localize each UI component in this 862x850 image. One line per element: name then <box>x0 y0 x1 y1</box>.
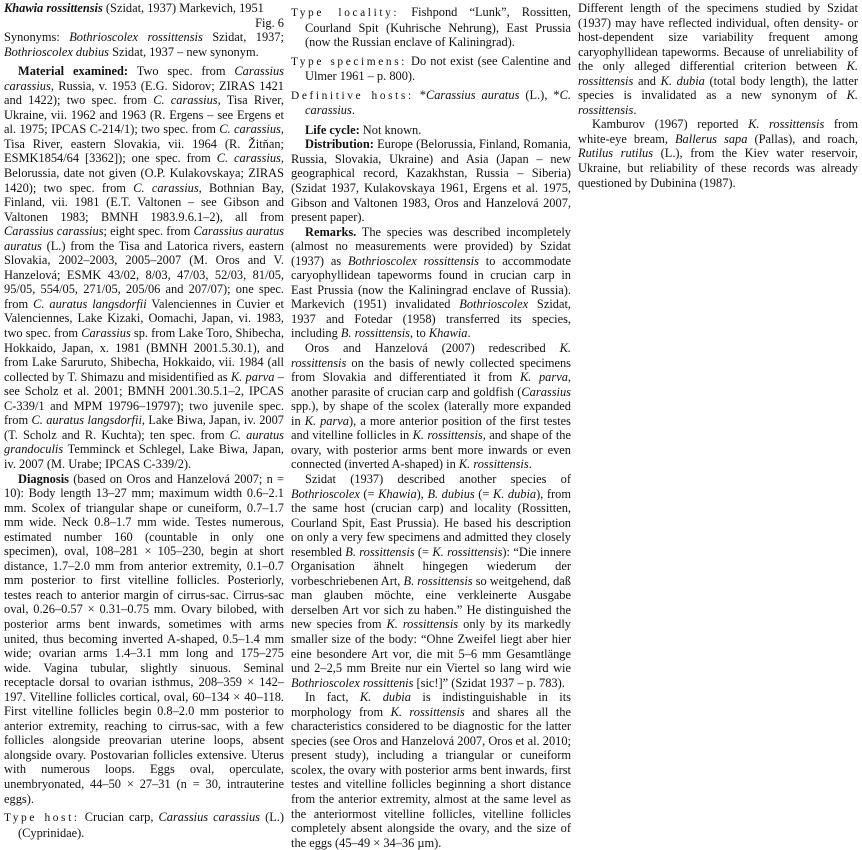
text-run: (based on Oros and Hanzelová 2007; n = 10): Body length 13–27 mm; maximum width 0.6–2.1 mm. Scolex of triangular shape or cuneiform, 0.7–1.7 mm wide. Neck 0.8–1.7 mm wide. Testes numerous, estimated number 160 (countable in only one specimen), oval, 108–281 × 105–230, begin at short distance, 1.7–2.0 mm from anterior extremity, 0.1–0.7 mm posterior to first vitelline follicles. Posteriorly, testes reach to anterior margin of cirrus-sac. Cirrus-sac oval, 0.26–0.57 × 0.31–0.75 mm. Ovary bilobed, with posterior arms bent inwards, sometimes with arms united, thus becoming inverted A-shaped, 0.5–1.4 mm wide; ovarian arms 1.4–3.1 mm long and 175–275 wide. Vagina tubular, slightly sinuous. Seminal receptacle dorsal to ovarian isthmus, 208–359 × 142–197. Vitelline follicles cortical, oval, 60–134 × 40–118. First vitelline follicles begin 0.8–2.0 mm posterior to anterior extremity, reaching to cirrus-sac, with a few follicles alongside preovarian uterine loops, absent alongside ovary. Postovarian follicles extensive. Uterus with numerous loops. Eggs oval, operculate, unembryonated, 44–50 × 27–31 (n = 30, intrauterine eggs). <box>4 471 284 806</box>
text-run: Different length of the specimens studied by Szidat (1937) may have reflected individual, often density- or host-dependent size variability frequent among caryophyllidean tapeworms. Because of unreliability of the only alleged differential criterion between <box>578 1 858 74</box>
italic-text: Khawia <box>428 326 468 341</box>
text-run: , another parasite of crucian carp and goldfish ( <box>291 370 572 399</box>
text-run: , Tisa River, Ukraine, vii. 1962 and 1963 (R. Ergens – see Ergens et al. 1975; IPCAS C-214/1); two spec. from <box>4 93 284 137</box>
column-1 <box>4 1 284 840</box>
italic-text: K. rossittensis <box>412 428 483 443</box>
text-run: Crucian carp, <box>79 810 159 825</box>
text-run: . <box>467 326 471 341</box>
italic-text: Carassius <box>81 326 131 341</box>
text-run: only by its markedly smaller size of the body: “Ohne Zweifel liegt aber hier eine besondere Art vor, die mit 5–6 mm Gesamtlänge und 2–2,5 mm Breite nur ein Viertel so lang wird wie <box>291 617 571 676</box>
text-run: ), a more anterior position of the first testes and vitelline follicles in <box>291 413 571 443</box>
italic-text: K. dubia <box>359 690 411 705</box>
column-2 <box>291 1 571 850</box>
text-run: Szidat, 1937; <box>202 30 284 45</box>
text-run: – see Scholz et al. 2001; BMNH 2001.30.5.1–2, IPCAS C-339/1 and MPM 19796–19797); two juvenile spec. from <box>4 369 285 428</box>
paragraph <box>291 54 571 84</box>
spaced-label: Type host: <box>4 812 80 825</box>
italic-text: C. carassius <box>305 87 571 118</box>
spaced-label: Definitive hosts: <box>291 89 414 102</box>
paragraph <box>291 341 571 472</box>
text-run: Not known. <box>359 122 422 137</box>
column-3 <box>578 1 858 190</box>
italic-text: Carassius auratus auratus <box>4 224 285 253</box>
italic-text: K. dubia <box>492 486 537 501</box>
italic-text: Carassius carassius <box>4 224 104 239</box>
italic-text: K. rossittensis <box>386 617 459 632</box>
italic-text: K. rossittensis <box>291 341 571 370</box>
text-run: ): “Die innere Organisation ähnelt hingegen wiederum der vorbeschriebenen Art, <box>291 544 572 588</box>
italic-text: Carassius carassius <box>158 810 260 825</box>
text-run: . <box>351 103 355 118</box>
paragraph <box>4 64 284 471</box>
text-run: , to <box>409 326 429 341</box>
text-run: Synonyms: <box>4 30 70 45</box>
text-run: [sic!]” (Szidat 1937 – p. 783). <box>413 675 565 690</box>
italic-text: C. carassius <box>153 93 218 108</box>
bold-heading: Life cycle: <box>305 122 360 137</box>
text-run: (L.), from the Kiev water reservoir, Ukraine, but reliability of these records was already questioned by Dubinina (1987). <box>578 146 859 190</box>
text-run: , Belorussia, date not given (O.P. Kulakovskaya; ZIRAS 1420); two spec. from <box>4 151 284 195</box>
italic-text: C. carassius <box>133 180 199 195</box>
paragraph <box>578 117 858 190</box>
text-run: , Bothnian Bay, Finland, vii. 1981 (E.T. Valtonen – see Gibson and Valtonen 1983; BMNH 1983.9.6.1–2), all from <box>4 180 284 224</box>
text-run: ), from the same host (crucian carp) and locality (Rossitten, Courland Spit, East Prussia). He based his description on only a very few specimens and admitted they closely resembled <box>291 486 571 559</box>
bold-heading: Remarks. <box>305 224 357 239</box>
paragraph <box>4 810 284 840</box>
italic-text: B. rossittensis <box>345 544 415 559</box>
italic-text: K. rossittensis <box>458 457 529 472</box>
italic-text: Carassius auratus <box>425 87 520 102</box>
text-run: spp.), by shape of the scolex (laterally more expanded in <box>291 399 571 428</box>
text-run: In fact, <box>305 690 360 705</box>
text-run: Szidat, 1937 – new synonym. <box>108 44 259 59</box>
text-run: Two spec. from <box>128 64 235 79</box>
paragraph <box>4 1 284 16</box>
text-run: Fishpond “Lunk”, Rossitten, Courland Spit (Kuhrische Nehrung), East Prussia (now the Russian enclave of Kaliningrad). <box>305 5 572 50</box>
italic-text: Bothrioscolex rossittensis <box>347 253 479 268</box>
species-title: Khawia rossittensis <box>4 1 103 15</box>
text-run: (L.) from the Tisa and Latorica rivers, eastern Slovakia, 2002–2003, 2005–2007 (M. Oros and V. Hanzelová; ESMK 43/02, 8/03, 47/03, 52/03, 81/05, 95/05, 554/05, 271/05, 205/06 and 207/07); one spec. from <box>4 238 284 311</box>
italic-text: B. dubius <box>427 486 475 501</box>
text-run: * <box>413 87 426 102</box>
paragraph <box>291 123 571 138</box>
text-run: , Tisa River, eastern Slovakia, vii. 1964 (R. Žitňan; ESMK1854/64 [3362]); one spec. from <box>4 122 284 166</box>
text-run: so weitgehend, daß man glauben möchte, eine verkleinerte Ausgabe derselben Art vor sich zu haben.” He distinguished the new species from <box>291 573 572 632</box>
text-run: Fig. 6 <box>255 15 284 30</box>
text-run: (L.) (Cyprinidae). <box>18 810 285 840</box>
bold-heading: Diagnosis <box>18 471 69 486</box>
italic-text: K. rossittensis <box>748 117 825 132</box>
italic-text: C. carassius <box>216 151 281 166</box>
text-run: Kamburov (1967) reported <box>592 117 749 132</box>
text-run: . <box>633 102 637 117</box>
italic-text: Rutilus rutilus <box>578 146 654 161</box>
italic-text: C. auratus langsdorfii <box>31 413 142 428</box>
italic-text: Bothrioscolex <box>459 297 529 312</box>
italic-text: K. dubia <box>660 73 705 88</box>
text-run: (L.), * <box>519 87 560 102</box>
italic-text: Carassius <box>521 384 571 399</box>
italic-text: Ballerus sapa <box>674 131 748 146</box>
text-run: ), <box>416 486 428 501</box>
text-run: on the basis of newly collected specimens from Slovakia and differentiated it from <box>291 355 571 385</box>
text-run: from white-eye bream, <box>578 117 858 146</box>
paragraph <box>578 1 858 117</box>
text-run: Szidat, 1937 and Fotedar (1958) transferred its species, including <box>291 297 571 341</box>
italic-text: K. rossittensis <box>578 59 858 88</box>
paragraph <box>4 472 284 807</box>
text-run: sp. from Lake Toro, Shibecha, Hokkaido, Japan, x. 1981 (BMNH 2001.5.30.1), and from Lake Saruruto, Shibecha, Hokkaido, vii. 1984 (all collected by T. Shimazu and misidentified as <box>4 326 284 384</box>
paragraph <box>291 472 571 690</box>
italic-text: Bothrioscolex <box>291 486 360 501</box>
italic-text: Bothrioscolex rossittensis <box>69 30 203 45</box>
text-run: (= <box>359 486 379 501</box>
text-run: , and shape of the ovary, with posterior arms bent more inwards or even connected (inverted A-shaped) in <box>291 428 571 472</box>
italic-text: C. auratus grandoculis <box>4 427 284 457</box>
italic-text: Bothrioscolex rossittenis <box>291 675 414 690</box>
spaced-label: Type locality: <box>291 7 400 19</box>
italic-text: B. rossittensis <box>340 326 410 341</box>
text-run: Oros and Hanzelová (2007) redescribed <box>305 341 560 356</box>
italic-text: Khawia <box>378 486 417 501</box>
text-run: The species was described incompletely (almost no measurements were provided) by Szidat (1937) as <box>291 224 571 268</box>
italic-text: K. rossittensis <box>390 704 465 719</box>
text-run: to accommodate caryophyllidean tapeworms found in crucian carp in East Prussia (now the Kaliningrad enclave of Russia). Markevich (1951) invalidated <box>291 253 571 312</box>
italic-text: Bothrioscolex dubius <box>4 44 109 59</box>
text-run: , Lake Biwa, Japan, iv. 2007 (T. Scholz and R. Kuchta); ten spec. from <box>4 413 284 442</box>
paragraph <box>291 225 571 341</box>
italic-text: K. parva <box>230 369 275 384</box>
paragraph <box>4 30 284 59</box>
bold-heading: Distribution: <box>305 137 374 152</box>
text-run: ; eight spec. from <box>103 224 194 239</box>
italic-text: B. rossittensis <box>403 573 473 588</box>
paragraph <box>291 137 571 224</box>
italic-text: K. parva <box>304 413 350 428</box>
text-run: (= <box>414 544 433 559</box>
text-run: (Szidat, 1937) Markevich, 1951 <box>102 1 264 15</box>
text-run: and <box>633 73 661 88</box>
paragraph <box>291 5 571 50</box>
text-run: (= <box>474 486 493 501</box>
text-run: (total body length), the latter species is invalidated as a new synonym of <box>578 73 859 103</box>
text-run: , Russia, v. 1953 (E.G. Sidorov; ZIRAS 1421 and 1422); two spec. from <box>4 78 284 108</box>
text-run: Europe (Belorussia, Finland, Romania, Russia, Slovakia, Ukraine) and Asia (Japan – new geographical record, Kazakhstan, Russia – Siberia) (Szidat 1937, Kulakovskaya 1961, Ergens et al. 1975, Gibson and Valtonen 1983, Oros and Hanzelová 2007, present paper). <box>291 137 571 225</box>
italic-text: C. carassius <box>219 122 281 137</box>
italic-text: K. rossittensis <box>578 88 858 117</box>
italic-text: K. parva <box>519 370 568 385</box>
text-run: Valenciennes in Cuvier et Valenciennes, Lake Kizaki, Oomachi, Japan, vi. 1983, two spec. from <box>4 296 284 341</box>
italic-text: C. auratus langsdorfii <box>33 296 147 311</box>
text-run: and shares all the characteristics considered to be diagnostic for the latter species (see Oros and Hanzelová 2007, Oros et al. 2010; present study), including a triangular or cuneiform scolex, the ovary with posterior arms bent inwards, first testes and vitelline follicles beginning a short distance from the anterior extremity, almost at the same level as the anteriormost vitelline follicles, vitelline follicles completely absent alongside the ovary, and the size of the eggs (45–49 × 34–36 µm). <box>291 704 571 850</box>
text-run: Temminck et Schlegel, Lake Biwa, Japan, iv. 2007 (M. Urabe; IPCAS C-339/2). <box>4 442 284 471</box>
text-run: . <box>528 457 532 472</box>
italic-text: Carassius carassius <box>4 64 284 93</box>
text-run: Do not exist (see Calentine and Ulmer 1961 – p. 800). <box>305 53 571 84</box>
text-run: is indistinguishable in its morphology from <box>291 690 572 719</box>
paragraph <box>291 690 571 850</box>
text-run: (Pallas), and roach, <box>747 131 858 146</box>
paragraph <box>291 88 571 118</box>
italic-text: K. rossittensis <box>432 544 503 559</box>
bold-heading: Material examined: <box>18 64 129 79</box>
spaced-label: Type specimens: <box>291 55 408 68</box>
text-run: Szidat (1937) described another species of <box>305 471 571 486</box>
figure-reference <box>4 16 284 31</box>
